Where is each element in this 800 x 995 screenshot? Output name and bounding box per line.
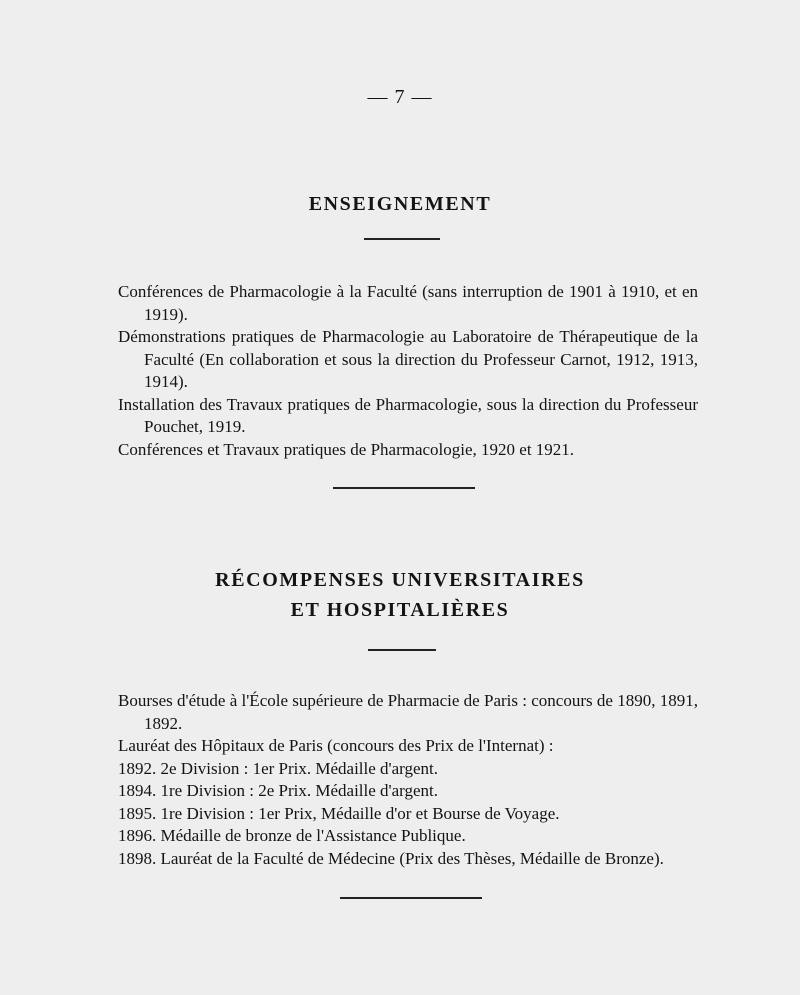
list-item: 1895. 1re Division : 1er Prix, Médaille d'or et Bourse de Voyage. bbox=[118, 803, 560, 823]
list-item: 1894. 1re Division : 2e Prix. Médaille d'argent. bbox=[118, 781, 439, 800]
list-item: 1896. Médaille de bronze de l'Assistance Publique. bbox=[118, 826, 466, 845]
list-item: Conférences de Pharmacologie à la Faculté (sans interruption de 1901 à 1910, et en 1919). bbox=[118, 282, 698, 324]
section-title-recompenses-line1: RÉCOMPENSES UNIVERSITAIRES bbox=[215, 569, 585, 591]
list-item: 1892. 2e Division : 1er Prix. Médaille d'argent. bbox=[118, 758, 439, 778]
list-item: Installation des Travaux pratiques de Pharmacologie, sous la direction du Professeur Pouchet, 1919. bbox=[118, 394, 698, 436]
section-title-enseignement: ENSEIGNEMENT bbox=[308, 193, 492, 215]
section-title-recompenses-line2: ET HOSPITALIÈRES bbox=[290, 599, 510, 621]
list-item: Démonstrations pratiques de Pharmacologie au Laboratoire de Thérapeutique de la Faculté (En collaboration et sous la direction du Professeur Carnot, 1912, 1913, 1914). bbox=[118, 327, 698, 391]
list-item: Bourses d'étude à l'École supérieure de Pharmacie de Paris : concours de 1890, 1891, 1892. bbox=[118, 691, 698, 733]
title-underline bbox=[368, 649, 436, 651]
list-item: 1898. Lauréat de la Faculté de Médecine (Prix des Thèses, Médaille de Bronze). bbox=[118, 848, 664, 868]
list-item: Conférences et Travaux pratiques de Pharmacologie, 1920 et 1921. bbox=[118, 439, 575, 459]
enseignement-list bbox=[118, 281, 698, 461]
page-number: — 7 — bbox=[367, 86, 433, 108]
section-divider bbox=[340, 897, 482, 899]
title-underline bbox=[364, 238, 440, 240]
section-divider bbox=[333, 487, 475, 489]
recompenses-list bbox=[118, 690, 698, 870]
list-item: Lauréat des Hôpitaux de Paris (concours des Prix de l'Internat) : bbox=[118, 736, 554, 755]
